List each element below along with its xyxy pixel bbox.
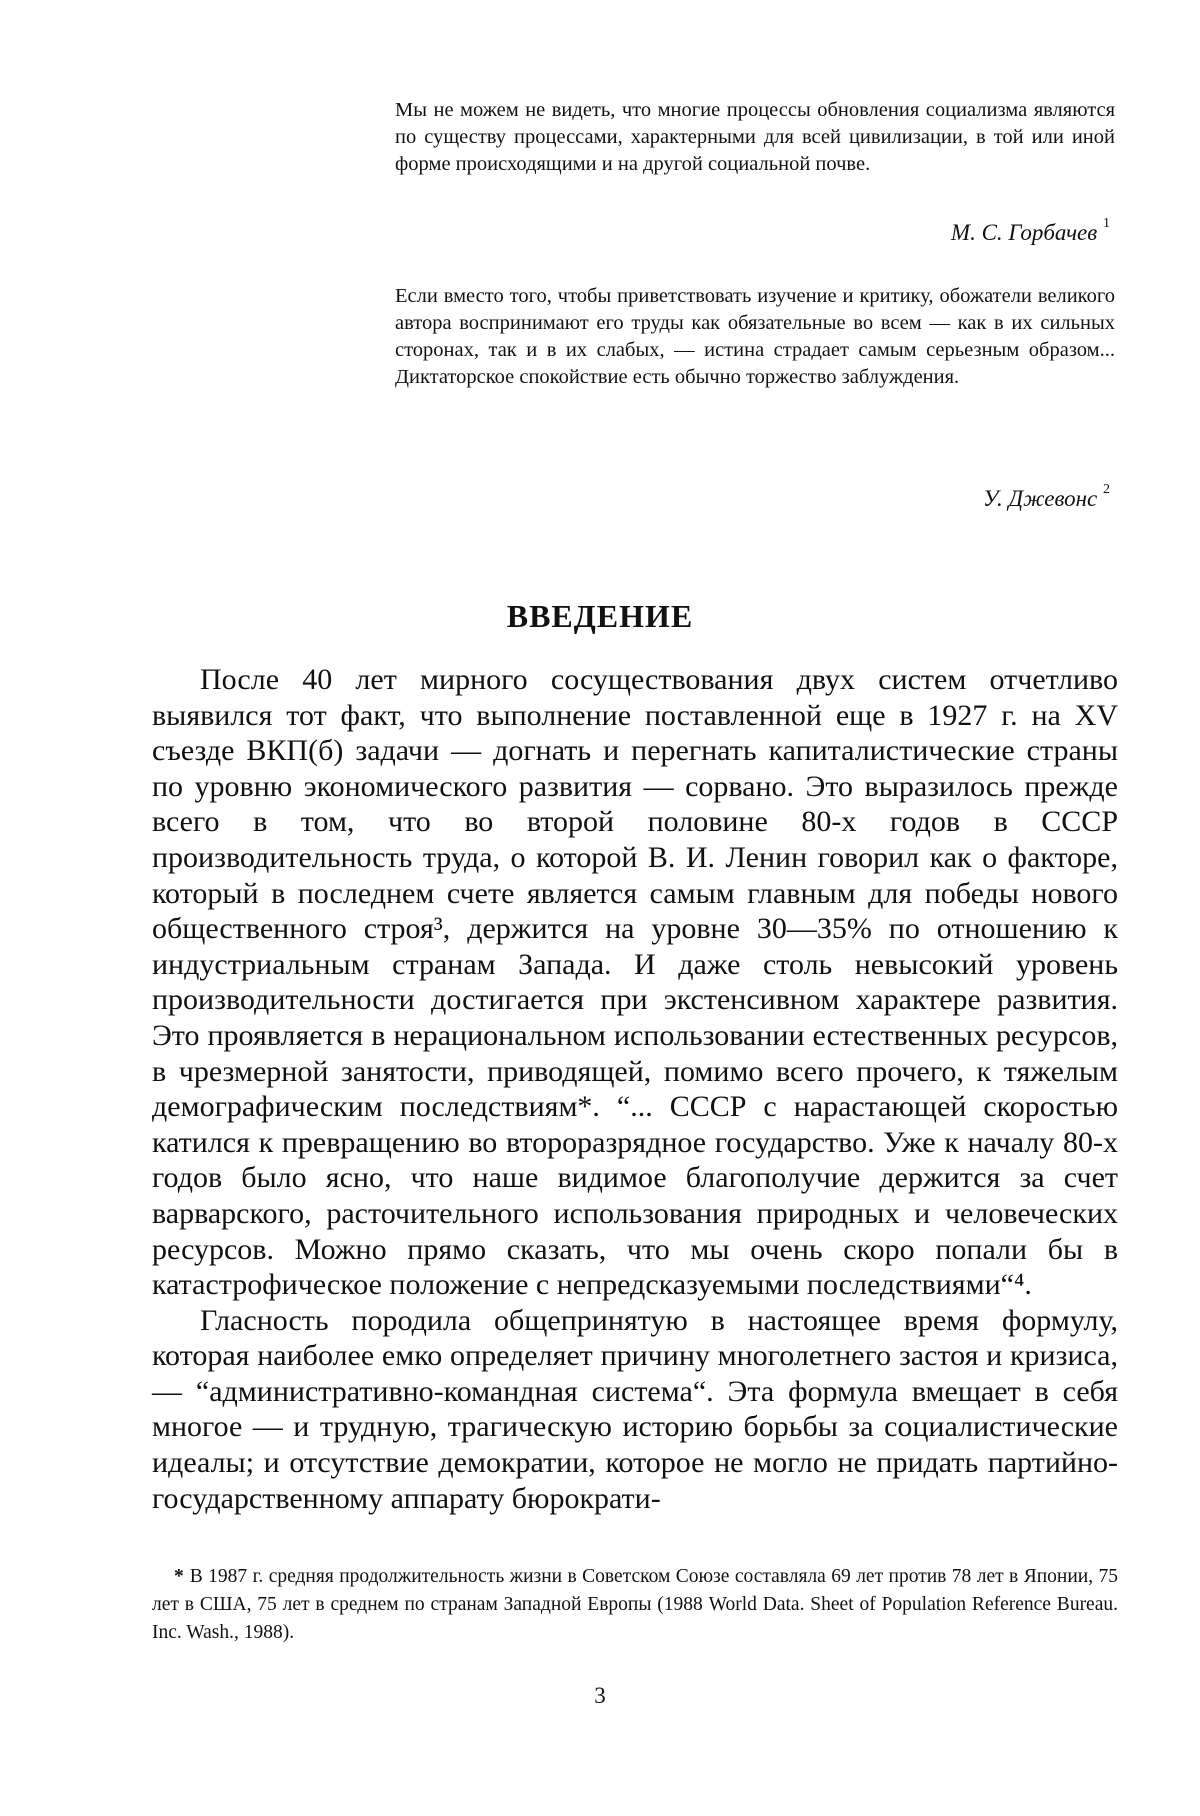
body-text bbox=[152, 662, 1118, 1516]
epigraph-text: Мы не можем не видеть, что многие процессы обновления социализма являются по существу процессами, характерными для всей цивилизации, в той или иной форме происходящими и на другой социальной почве. bbox=[395, 99, 1115, 175]
epigraph-jevons bbox=[395, 283, 1115, 391]
page-number: 3 bbox=[594, 1683, 606, 1708]
epigraph-text: Если вместо того, чтобы приветствовать изучение и критику, обожатели великого автора воспринимают его труды как обязательные во всем — как в их сильных сторонах, так и в их слабых, — истина страдает самым серьезным образом... Диктаторское спокойствие есть обычно торжество заблуждения. bbox=[395, 285, 1115, 388]
epigraph-author: У. Джевонс bbox=[982, 486, 1098, 511]
epigraph-author: М. С. Горбачев bbox=[950, 220, 1098, 245]
paragraph: После 40 лет мирного сосуществования двух систем отчетливо выявился тот факт, что выполнение поставленной еще в 1927 г. на XV съезде ВКП(б) задачи — догнать и перегнать капиталистические страны по уровню экономического развития — сорвано. Это выразилось прежде всего в том, что во второй половине 80-х годов в СССР производительность труда, о которой В. И. Ленин говорил как о факторе, который в последнем счете является самым главным для победы нового общественного строя³, держится на уровне 30—35% по отношению к индустриальным странам Запада. И даже столь невысокий уровень производительности достигается при экстенсивном характере развития. Это проявляется в нерациональном использовании естественных ресурсов, в чрезмерной занятости, приводящей, помимо всего прочего, к тяжелым демографическим последствиям*. “... СССР с нарастающей скоростью катился к превращению во второразрядное государство. Уже к началу 80-х годов было ясно, что наше видимое благополучие держится за счет варварского, расточительного использования природных и человеческих ресурсов. Можно прямо сказать, что мы очень скоро попали бы в катастрофическое положение с непредсказуемыми последствиями“⁴. bbox=[152, 663, 1118, 1302]
epigraph-attribution-jevons bbox=[982, 482, 1110, 512]
paragraph: Гласность породила общепринятую в настоящее время формулу, которая наиболее емко определяет причину многолетнего застоя и кризиса, — “административно-командная система“. Эта формула вмещает в себя многое — и трудную, трагическую историю борьбы за социалистические идеалы; и отсутствие демократии, которое не могло не придать партийно-государственному аппарату бюрократи- bbox=[152, 1303, 1118, 1515]
endnote-ref: 1 bbox=[1103, 216, 1110, 232]
epigraph-attribution-gorbachev bbox=[950, 216, 1110, 246]
epigraph-gorbachev bbox=[395, 97, 1115, 178]
endnote-ref: 2 bbox=[1103, 482, 1110, 498]
footnote-mark: * bbox=[174, 1566, 184, 1587]
footnote-text: В 1987 г. средняя продолжительность жизни в Советском Союзе составляла 69 лет против 78 лет в Японии, 75 лет в США, 75 лет в среднем по странам Западной Европы (1988 World Data. Sheet of Population Reference Bureau. Inc. Wash., 1988). bbox=[152, 1566, 1118, 1643]
chapter-heading: ВВЕДЕНИЕ bbox=[506, 598, 694, 634]
footnote bbox=[152, 1563, 1118, 1647]
